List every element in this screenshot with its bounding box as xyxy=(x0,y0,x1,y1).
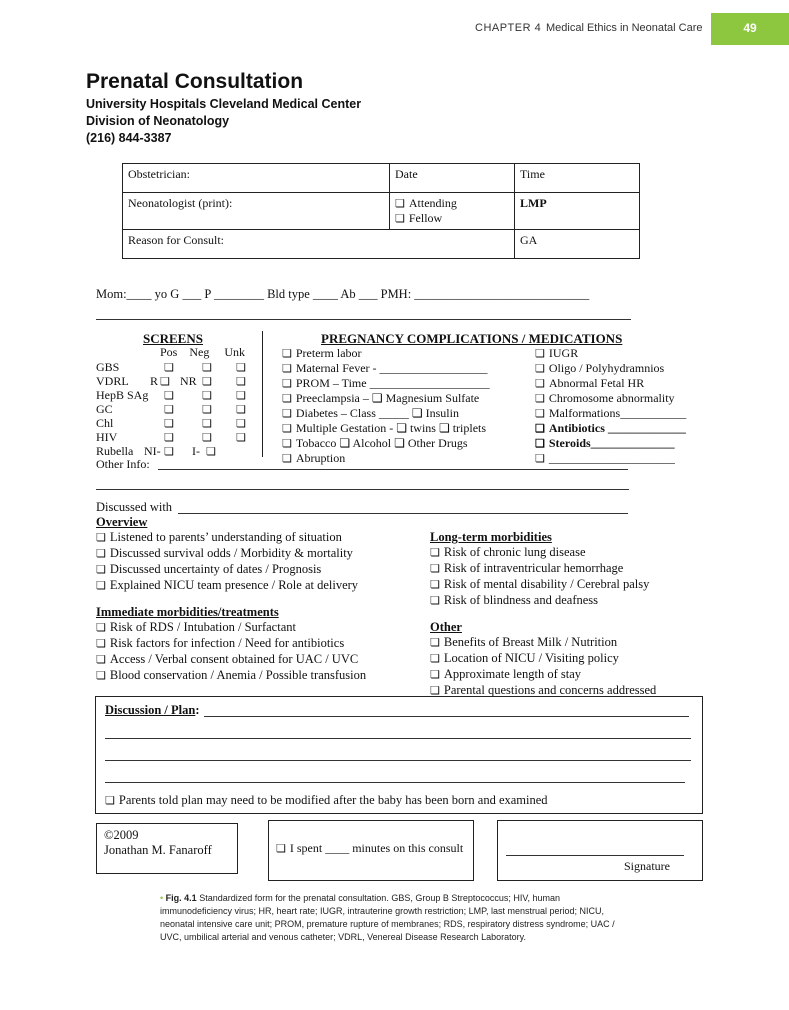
caption-fig-label: Fig. 4.1 xyxy=(165,893,197,903)
longterm-item[interactable]: ❏ Risk of chronic lung disease xyxy=(430,545,700,561)
overview-item[interactable]: ❏ Discussed uncertainty of dates / Prognosis xyxy=(96,562,426,578)
time-spent-checkbox[interactable]: ❏ I spent ____ minutes on this consult xyxy=(276,841,473,856)
signature-box xyxy=(497,820,703,881)
screen-row-vdrl: VDRL R ❏ NR ❏ ❏ xyxy=(96,374,256,388)
immediate-title: Immediate morbidities/treatments xyxy=(96,605,279,619)
longterm-item[interactable]: ❏ Risk of mental disability / Cerebral palsy xyxy=(430,577,700,593)
chapter-label: CHAPTER 4 xyxy=(475,22,542,34)
gbs-unk-checkbox[interactable] xyxy=(236,360,250,375)
complication-item[interactable]: ❏ IUGR xyxy=(535,346,705,361)
overview-item[interactable]: ❏ Listened to parents’ understanding of situation xyxy=(96,530,426,546)
other-item[interactable]: ❏ Benefits of Breast Milk / Nutrition xyxy=(430,635,700,651)
gc-pos-checkbox[interactable] xyxy=(164,402,178,417)
overview-item[interactable]: ❏ Explained NICU team presence / Role at delivery xyxy=(96,578,426,594)
overview-title: Overview xyxy=(96,515,148,529)
longterm-title: Long-term morbidities xyxy=(430,530,552,544)
complication-item[interactable]: ❏ Tobacco ❏ Alcohol ❏ Other Drugs xyxy=(282,436,532,451)
rubella-i-label: I- xyxy=(192,444,200,458)
signature-label: Signature xyxy=(624,859,670,873)
hiv-pos-checkbox[interactable] xyxy=(164,430,178,445)
complication-item[interactable]: ❏ Oligo / Polyhydramnios xyxy=(535,361,705,376)
gc-unk-checkbox[interactable] xyxy=(236,402,250,417)
fellow-checkbox[interactable]: ❏ Fellow xyxy=(395,211,509,226)
discussed-with-line[interactable] xyxy=(178,513,628,514)
immediate-item[interactable]: ❏ Access / Verbal consent obtained for UAC / UVC xyxy=(96,652,426,668)
discussion-line[interactable] xyxy=(105,760,691,761)
chapter-title: Medical Ethics in Neonatal Care xyxy=(546,22,703,34)
discussion-plan-box xyxy=(95,696,703,814)
ga-field[interactable]: GA xyxy=(515,230,640,259)
discussed-with-label: Discussed with xyxy=(96,500,173,514)
institution: University Hospitals Cleveland Medical Center xyxy=(86,97,362,111)
page-number: 49 xyxy=(711,13,789,45)
signature-line[interactable] xyxy=(506,855,684,856)
complication-item[interactable]: ❏ Diabetes – Class _____ ❏ Insulin xyxy=(282,406,532,421)
copyright-year: ©2009 xyxy=(104,828,139,842)
chl-pos-checkbox[interactable] xyxy=(164,416,178,431)
complication-item[interactable]: ❏ Preterm labor xyxy=(282,346,532,361)
discussion-line[interactable] xyxy=(204,716,689,717)
rubella-i-checkbox[interactable] xyxy=(206,444,220,459)
figure-caption xyxy=(160,892,630,944)
mom-history-line[interactable]: Mom:____ yo G ___ P ________ Bld type ____ Ab ___ PMH: ____________________________ xyxy=(96,287,590,301)
screen-row-hiv: HIV ❏ ❏ ❏ xyxy=(96,430,256,444)
complication-item[interactable]: ❏ Steroids______________ xyxy=(535,436,705,451)
division: Division of Neonatology xyxy=(86,114,230,128)
gc-neg-checkbox[interactable] xyxy=(202,402,216,417)
complication-item[interactable]: ❏ Abnormal Fetal HR xyxy=(535,376,705,391)
complication-item[interactable]: ❏ Chromosome abnormality xyxy=(535,391,705,406)
other-info-line-2[interactable] xyxy=(96,489,629,490)
screen-row-hepb: HepB SAg ❏ ❏ ❏ xyxy=(96,388,256,402)
obstetrician-field[interactable]: Obstetrician: xyxy=(123,164,390,193)
complication-item[interactable]: ❏ Malformations___________ xyxy=(535,406,705,421)
neonatologist-field[interactable]: Neonatologist (print): xyxy=(123,193,390,230)
discussion-line[interactable] xyxy=(105,738,691,739)
rubella-ni-checkbox[interactable] xyxy=(164,444,178,459)
lmp-field[interactable]: LMP xyxy=(515,193,640,230)
hiv-neg-checkbox[interactable] xyxy=(202,430,216,445)
discussion-plan-label: Discussion / Plan: xyxy=(105,703,200,717)
vdrl-unk-checkbox[interactable] xyxy=(236,374,250,389)
immediate-item[interactable]: ❏ Risk factors for infection / Need for antibiotics xyxy=(96,636,426,652)
longterm-list xyxy=(430,545,700,609)
gbs-neg-checkbox[interactable] xyxy=(202,360,216,375)
screens-title: SCREENS xyxy=(143,331,203,346)
rubella-ni-label: NI- xyxy=(144,444,161,458)
screens-divider xyxy=(262,331,263,457)
screen-row-chl: Chl ❏ ❏ ❏ xyxy=(96,416,256,430)
complications-title: PREGNANCY COMPLICATIONS / MEDICATIONS xyxy=(321,331,623,346)
other-title: Other xyxy=(430,620,462,634)
consult-info-table xyxy=(122,163,640,259)
immediate-list xyxy=(96,620,426,684)
longterm-item[interactable]: ❏ Risk of intraventricular hemorrhage xyxy=(430,561,700,577)
other-item[interactable]: ❏ Parental questions and concerns addressed xyxy=(430,683,700,699)
gbs-pos-checkbox[interactable] xyxy=(164,360,178,375)
complication-item[interactable]: ❏ Multiple Gestation - ❏ twins ❏ triplets xyxy=(282,421,532,436)
complication-item[interactable]: ❏ PROM – Time ____________________ xyxy=(282,376,532,391)
other-item[interactable]: ❏ Location of NICU / Visiting policy xyxy=(430,651,700,667)
vdrl-nr-checkbox[interactable] xyxy=(202,374,216,389)
plan-modified-checkbox[interactable]: ❏ Parents told plan may need to be modified after the baby has been born and examined xyxy=(105,793,548,809)
hepb-unk-checkbox[interactable] xyxy=(236,388,250,403)
screen-row-rubella: Rubella NI- ❏ I- ❏ xyxy=(96,444,256,458)
hepb-neg-checkbox[interactable] xyxy=(202,388,216,403)
caption-text: Standardized form for the prenatal consultation. GBS, Group B Streptococcus; HIV, human immunodeficiency virus; HR, heart rate; IUGR, intrauterine growth restriction; LMP, last menstrual period; NICU, neonatal intensive care unit; PROM, premature rupture of membranes; RDS, respiratory distress syndrome; UAC / UVC, umbilical arterial and venous catheter; VDRL, Venereal Disease Research Laboratory. xyxy=(160,893,615,942)
complication-item[interactable]: ❏ Preeclampsia – ❏ Magnesium Sulfate xyxy=(282,391,532,406)
other-item[interactable]: ❏ Approximate length of stay xyxy=(430,667,700,683)
complication-item[interactable]: ❏ Abruption xyxy=(282,451,532,466)
time-field[interactable]: Time xyxy=(515,164,640,193)
longterm-item[interactable]: ❏ Risk of blindness and deafness xyxy=(430,593,700,609)
complication-item[interactable]: ❏ Antibiotics _____________ xyxy=(535,421,705,436)
form-title: Prenatal Consultation xyxy=(86,70,304,93)
screen-row-gbs: GBS ❏ ❏ ❏ xyxy=(96,360,256,374)
copyright-author: Jonathan M. Fanaroff xyxy=(104,843,212,857)
blank-line xyxy=(96,319,631,320)
discussion-line[interactable] xyxy=(105,782,685,783)
vdrl-nr-label: NR xyxy=(180,374,197,388)
other-list xyxy=(430,635,700,699)
hiv-unk-checkbox[interactable] xyxy=(236,430,250,445)
complications-left-list xyxy=(282,346,532,466)
overview-list xyxy=(96,530,426,594)
other-info-line[interactable] xyxy=(158,469,628,470)
hepb-pos-checkbox[interactable] xyxy=(164,388,178,403)
immediate-item[interactable]: ❏ Risk of RDS / Intubation / Surfactant xyxy=(96,620,426,636)
screens-header: Pos Neg Unk xyxy=(160,345,246,359)
vdrl-r-label: R xyxy=(150,374,159,388)
other-info-label: Other Info: xyxy=(96,457,150,471)
overview-item[interactable]: ❏ Discussed survival odds / Morbidity & mortality xyxy=(96,546,426,562)
time-spent-box xyxy=(268,820,474,881)
copyright-box xyxy=(96,823,238,874)
immediate-item[interactable]: ❏ Blood conservation / Anemia / Possible transfusion xyxy=(96,668,426,684)
phone: (216) 844-3387 xyxy=(86,131,172,145)
vdrl-r-checkbox[interactable] xyxy=(160,374,174,389)
complications-right-list xyxy=(535,346,705,466)
date-field[interactable]: Date xyxy=(390,164,515,193)
caption-bullet: • xyxy=(160,893,164,903)
screens-list xyxy=(96,360,256,458)
chl-unk-checkbox[interactable] xyxy=(236,416,250,431)
complication-item[interactable]: ❏ _____________________ xyxy=(535,451,705,466)
chl-neg-checkbox[interactable] xyxy=(202,416,216,431)
reason-field[interactable]: Reason for Consult: xyxy=(123,230,515,259)
complication-item[interactable]: ❏ Maternal Fever - __________________ xyxy=(282,361,532,376)
attending-checkbox[interactable]: ❏ Attending xyxy=(395,196,509,211)
screen-row-gc: GC ❏ ❏ ❏ xyxy=(96,402,256,416)
